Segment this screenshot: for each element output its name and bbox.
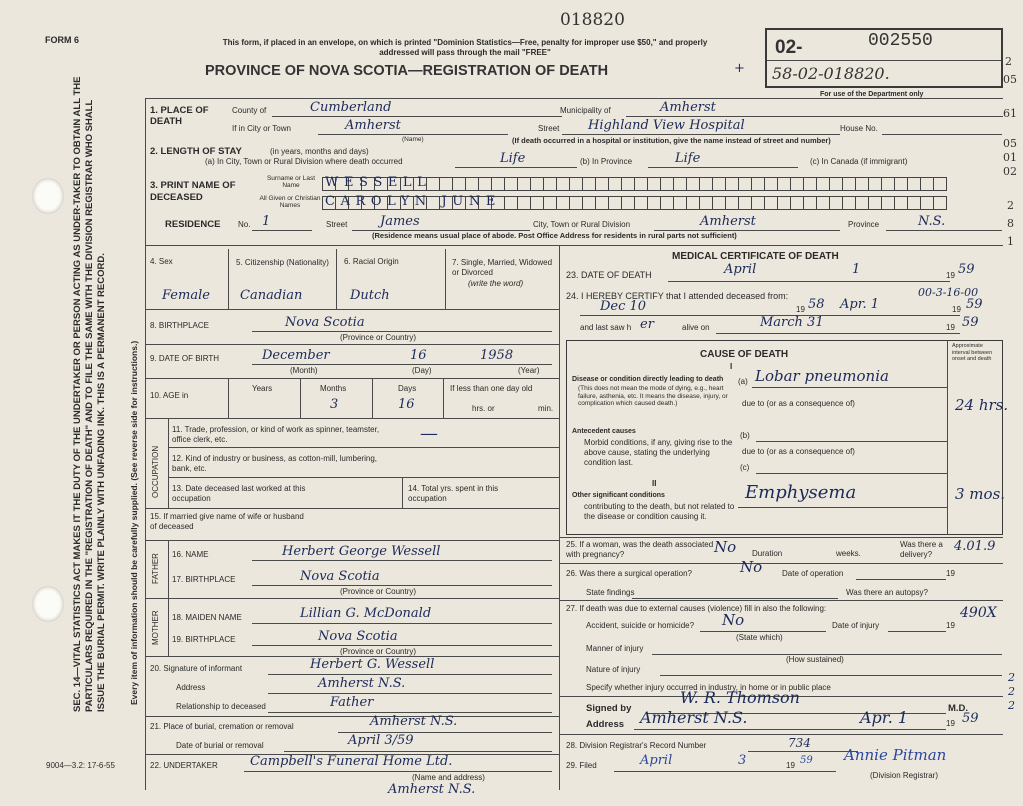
dob-month-value: December <box>262 348 330 363</box>
dod-year-value: 59 <box>958 262 975 277</box>
form-number: FORM 6 <box>45 35 80 45</box>
father-birthplace-value: Nova Scotia <box>300 569 380 584</box>
margin-note-text: Every item of information should be carefully supplied. (See reverse side for instructions.) <box>129 340 139 705</box>
municipality-value: Amherst <box>660 100 716 115</box>
place-of-death-label: 1. PLACE OF DEATH <box>150 105 209 127</box>
undertaker-address-value: Amherst N.S. <box>388 782 476 797</box>
stay-province-value: Life <box>675 151 701 166</box>
residence-street-value: James <box>380 214 420 229</box>
right-code-3: 61 <box>1003 107 1017 120</box>
street-value: Highland View Hospital <box>588 118 745 133</box>
dept-use-note: For use of the Department only <box>820 91 924 98</box>
birthplace-value: Nova Scotia <box>285 315 365 330</box>
dod-month-value: April <box>724 262 757 277</box>
residence-province-value: N.S. <box>918 214 946 229</box>
cause-a-value: Lobar pneumonia <box>755 367 889 385</box>
surname-value: WESSELL <box>325 175 432 190</box>
burial-place-value: Amherst N.S. <box>370 714 458 729</box>
pregnancy-value: No <box>714 538 737 556</box>
dob-day-value: 16 <box>410 348 427 363</box>
city-value: Amherst <box>345 118 401 133</box>
attended-from-year: 58 <box>808 297 825 312</box>
stay-city-value: Life <box>500 151 526 166</box>
right-code-7: 2 <box>1007 199 1014 212</box>
given-names-value: CAROLYN JUNE <box>325 194 501 209</box>
attended-to-year: 59 <box>966 297 983 312</box>
form-title: PROVINCE OF NOVA SCOTIA—REGISTRATION OF DEATH <box>205 63 609 79</box>
right-code-1: 2 <box>1005 55 1012 68</box>
age-days-value: 16 <box>398 397 415 412</box>
filed-day-value: 3 <box>738 753 747 768</box>
reg-number: 002550 <box>868 31 933 51</box>
medical-certificate-header: MEDICAL CERTIFICATE OF DEATH <box>672 251 839 262</box>
title-mark: + <box>734 61 745 76</box>
right-code-9: 1 <box>1007 235 1014 248</box>
punch-hole-top <box>32 178 64 214</box>
footer-code: 9004—3.2: 17-6-55 <box>46 761 115 770</box>
burial-date-value: April 3/59 <box>348 733 414 748</box>
filed-month-value: April <box>640 753 673 768</box>
cause-a-interval: 24 hrs. <box>955 396 1009 414</box>
last-seen-value: March 31 <box>760 315 824 330</box>
accident-value: No <box>722 611 745 629</box>
other-condition-value: Emphysema <box>745 482 857 503</box>
citizenship-value: Canadian <box>240 288 303 303</box>
physician-date-value: Apr. 1 <box>860 708 909 727</box>
right-code-5: 01 <box>1003 151 1017 164</box>
right-code-4: 05 <box>1003 137 1017 150</box>
margin-statute-text: SEC. 14—VITAL STATISTICS ACT MAKES IT THE DUTY OF THE UNDERTAKER OR PERSON ACTING AS UNDER-TAKER TO OBTAIN ALL THE PARTICULARS REQUIRED IN THE "REGISTRATION OF DEATH" AND TO FILE THE SAME WITH THE DIVISION REGISTRAR WHO SHALL ISSUE THE BURIAL PERMIT. WRITE PLAINLY WITH UNFADING INK. THIS IS A PERMANENT RECORD. <box>72 76 107 712</box>
death-registration-form: SEC. 14—VITAL STATISTICS ACT MAKES IT THE DUTY OF THE UNDERTAKER OR PERSON ACTING AS UNDER-TAKER TO OBTAIN ALL THE PARTICULARS REQUIRED IN THE "REGISTRATION OF DEATH" AND TO FILE THE SAME WITH THE DIVISION REGISTRAR WHO SHALL ISSUE THE BURIAL PERMIT. WRITE PLAINLY WITH UNFADING INK. THIS IS A PERMANENT RECORD. Every item of information should be carefully supplied. (See reverse side for instructions.) FORM 6 018820 This form, if placed in an envelope, on which is printed "Dominion Statistics—Free, penalty for improper use $50," and properly addressed will pass through the mail "FREE" PROVINCE OF NOVA SCOTIA—REGISTRATION OF DEATH + 02- 002550 58-02-018820. For use of the Department only 2 05 61 05 01 02 2 8 1 1. PLACE OF DEATH County of Cumberland Municipality of Amherst If in City or Town Amherst (Name) Street Highland View Hospital House No. (If death occurred in a hospital or institution, give the name instead of street and number) 2. LENGTH OF STAY (in years, months and days) (a) In City, Town or Rural Division where death occurred Life (b) In Province Life (c) In Canada (if immigrant) 3. PRINT NAME OF DECEASED Surname or Last Name All Given or Christian Names WESSELL CAROLYN JUNE RESIDENCE No. 1 Street James City, Town or Rural Division Amherst Province N.S. (Residence means usual place of abode. Post Office Address for residents in rural parts not sufficient) 4. Sex Female 5. Citizenship (Nationality) Canadian 6. Racial Origin Dutch 7. Single, Married, Widowed or Divorced (write the word) 8. BIRTHPLACE Nova Scotia (Province or Country) 9. DATE OF BIRTH December 16 1958 (Month) (Day) (Year) 10. AGE in Years Months Days 3 16 If less than one day old hrs. or min. OCCUPATION 11. Trade, profession, or kind of work as spinner, teamster, office clerk, etc. — 12. Kind of industry or business, as cotton-mill, lumbering, bank, etc. 13. Date deceased last worked at this occupation 14. Total yrs. spent in this occupation 15. If married give name of wife or husband of deceased FATHER 16. NAME Herbert George Wessell 17. BIRTHPLACE Nova Scotia (Province or Country) MOTHER 18. MAIDEN NAME Lillian G. McDonald 19. BIRTHPLACE Nova Scotia (Province or Country) 20. Signature of informant Herbert G. Wessell Address Amherst N.S. Relationship to deceased Father 21. Place of burial, cremation or removal Amherst N.S. Date of burial or removal April 3/59 22. UNDERTAKER Campbell's Funeral Home Ltd. (Name and address) Amherst N.S. 9004—3.2: 17-6-55 MEDICAL CERTIFICATE OF DEATH 23. DATE OF DEATH April 1 19 59 24. I HEREBY CERTIFY that I attended deceased from: 00-3-16-00 Dec 10 19 58 Apr. 1 19 59 and last saw h er alive on March 31 19 59 CAUSE OF DEATH Approximate interval between onset and death I Disease or condition directly leading to death (This does not mean the mode of dying, e.g., heart failure, asthenia, etc. It means the disease, injury, or complication which caused death.) (a) Lobar pneumonia due to (or as a consequence of) 24 hrs. Antecedent causes Morbid conditions, if any, giving rise to the above cause, stating the underlying condition last. (b) due to (or as a consequence of) (c) II Other significant conditions contributing to the death, but not related to the disease or condition causing it. Emphysema 3 mos. 25. If a woman, was the death associated with pregnancy? No Duration weeks. Was there a delivery? 4.01.9 26. Was there a surgical operation? No Date of operation 19 State findings Was there an autopsy? 27. If death was due to external causes (violence) fill in also the following: Accident, suicide or homicide? No (State which) Date of injury 19 490X Manner of injury (How sustained) Nature of injury Specify whether injury occurred in industry, in home or in public place 2 2 Signed by W. R. Thomson M.D. 2 Address Amherst N.S. Apr. 1 19 59 28. Division Registrar's Record Number 734 29. Filed April 3 19 59 Annie Pitman (Division Registrar) <box>0 0 1023 806</box>
record-number-value: 734 <box>788 736 811 750</box>
filed-year-value: 59 <box>800 755 813 766</box>
reg-number-handwritten: 58-02-018820. <box>772 64 890 83</box>
punch-hole-bottom <box>32 586 64 622</box>
county-value: Cumberland <box>310 100 392 115</box>
mother-birthplace-value: Nova Scotia <box>318 629 398 644</box>
top-handwritten-number: 018820 <box>560 10 625 30</box>
dob-year-value: 1958 <box>480 348 514 363</box>
attended-to-value: Apr. 1 <box>840 297 880 312</box>
attended-from-value: Dec 10 <box>600 299 647 314</box>
physician-signature-value: W. R. Thomson <box>680 688 800 707</box>
racial-origin-value: Dutch <box>350 288 390 303</box>
relationship-value: Father <box>330 695 374 710</box>
surgery-value: No <box>740 558 763 576</box>
division-registrar-signature: Annie Pitman <box>844 746 947 764</box>
physician-address-value: Amherst N.S. <box>640 708 748 727</box>
right-code-6: 02 <box>1003 165 1017 178</box>
informant-address-value: Amherst N.S. <box>318 676 406 691</box>
other-condition-interval: 3 mos. <box>955 485 1006 503</box>
residence-city-value: Amherst <box>700 214 756 229</box>
informant-signature-value: Herbert G. Wessell <box>310 657 435 672</box>
undertaker-value: Campbell's Funeral Home Ltd. <box>250 754 453 769</box>
right-code-8: 8 <box>1007 217 1014 230</box>
mail-notice: This form, if placed in an envelope, on which is printed "Dominion Statistics—Free, penalty for improper use $50," and properly addressed will pass through the mail "FREE" <box>222 38 708 57</box>
dod-day-value: 1 <box>852 262 861 277</box>
occupation-dash: — <box>420 423 438 444</box>
right-code-2: 05 <box>1003 73 1017 86</box>
reg-prefix: 02- <box>775 37 803 58</box>
sex-value: Female <box>162 288 210 303</box>
mother-maiden-name-value: Lillian G. McDonald <box>300 606 432 621</box>
age-months-value: 3 <box>330 397 339 412</box>
father-name-value: Herbert George Wessell <box>282 544 441 559</box>
